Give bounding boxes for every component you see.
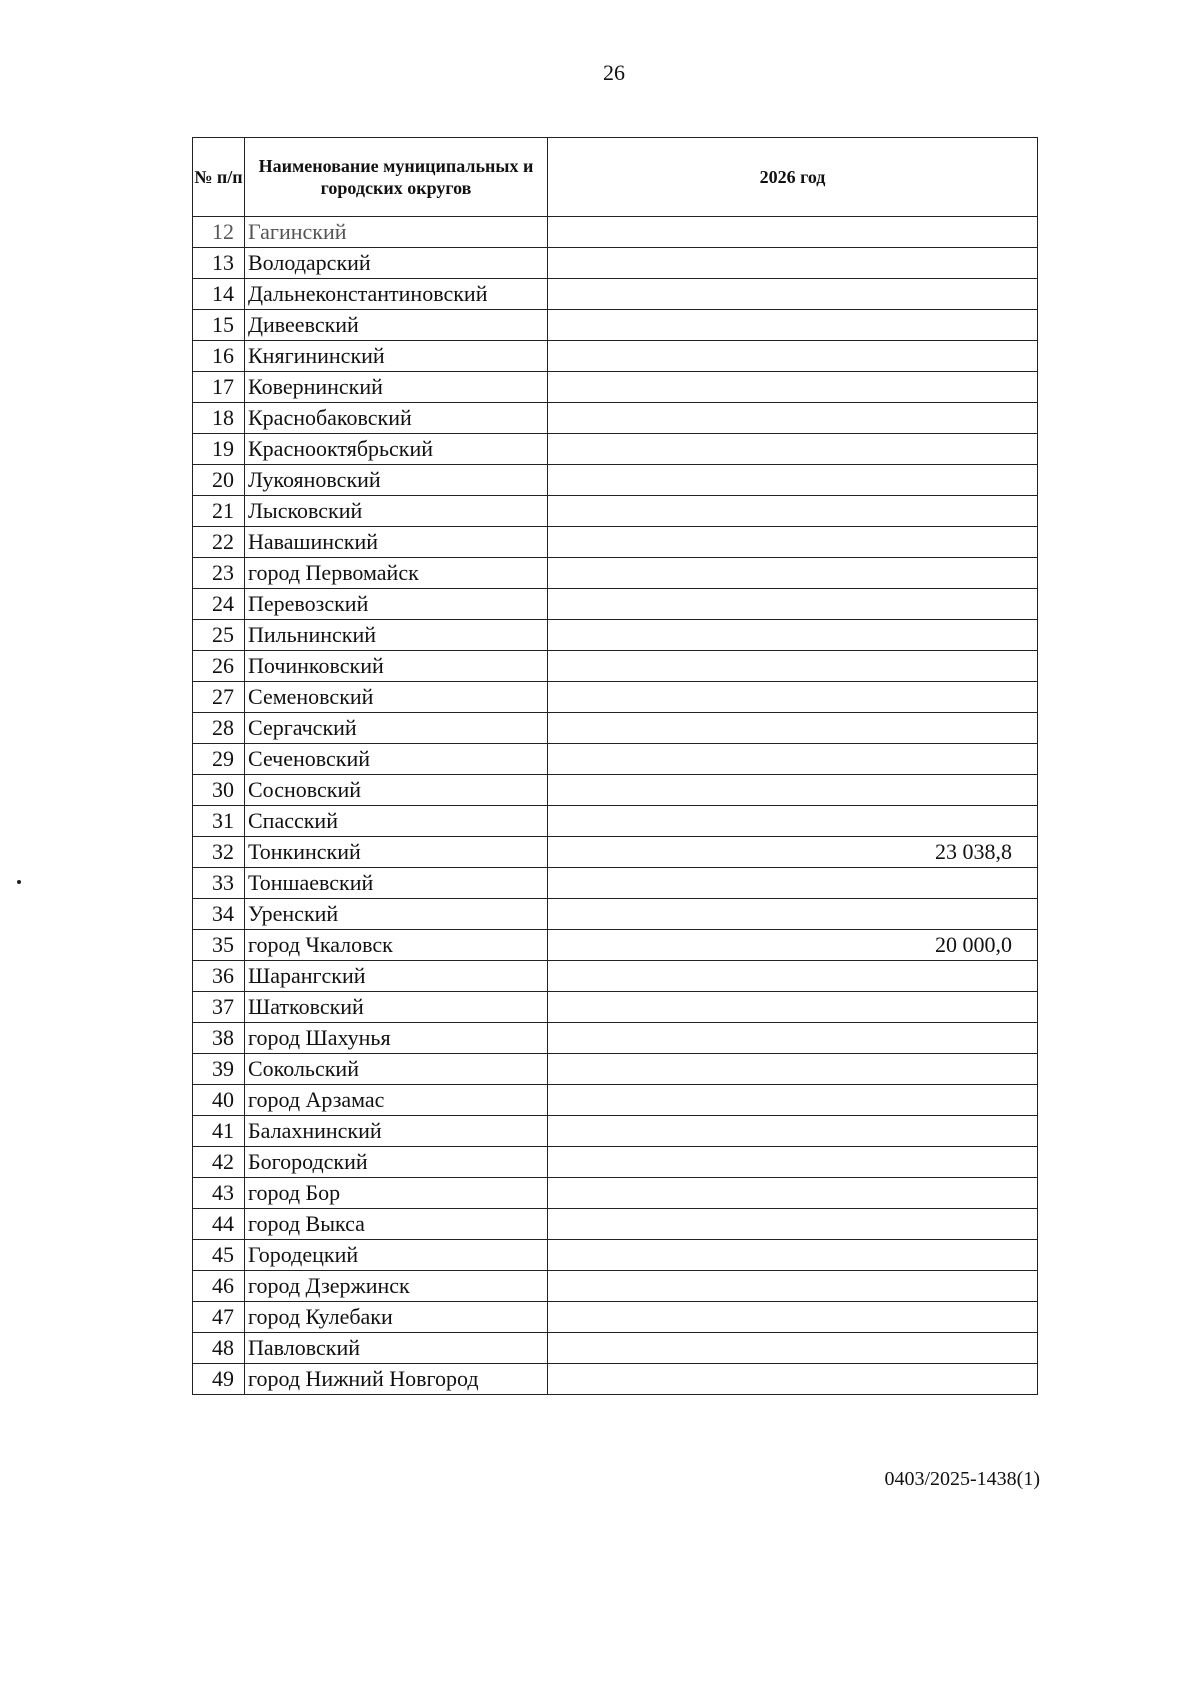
row-value (548, 992, 1038, 1023)
row-name: Уренский (245, 899, 548, 930)
row-value (548, 589, 1038, 620)
row-number: 32 (193, 837, 245, 868)
row-number: 38 (193, 1023, 245, 1054)
row-number: 19 (193, 434, 245, 465)
row-number: 35 (193, 930, 245, 961)
row-name: Лукояновский (245, 465, 548, 496)
row-name: Пильнинский (245, 620, 548, 651)
row-number: 28 (193, 713, 245, 744)
row-number: 26 (193, 651, 245, 682)
table-row (193, 744, 1038, 775)
row-value (548, 1364, 1038, 1395)
row-value: 23 038,8 (548, 837, 1038, 868)
table-row (193, 930, 1038, 961)
row-name: Сергачский (245, 713, 548, 744)
header-num: № п/п (193, 138, 245, 217)
row-name: Перевозский (245, 589, 548, 620)
row-value (548, 1209, 1038, 1240)
row-value (548, 620, 1038, 651)
row-name: Павловский (245, 1333, 548, 1364)
table-row (193, 1023, 1038, 1054)
table-row (193, 1178, 1038, 1209)
row-name: Сеченовский (245, 744, 548, 775)
row-name: Гагинский (245, 217, 548, 248)
row-value (548, 868, 1038, 899)
row-name: город Шахунья (245, 1023, 548, 1054)
row-name: Краснобаковский (245, 403, 548, 434)
table-row (193, 837, 1038, 868)
table-row (193, 1333, 1038, 1364)
table-row (193, 682, 1038, 713)
table-row (193, 1271, 1038, 1302)
row-number: 24 (193, 589, 245, 620)
page-number: 26 (603, 60, 625, 85)
row-number: 14 (193, 279, 245, 310)
row-number: 34 (193, 899, 245, 930)
table-row (193, 1364, 1038, 1395)
row-value (548, 527, 1038, 558)
row-number: 37 (193, 992, 245, 1023)
row-number: 43 (193, 1178, 245, 1209)
row-name: город Выкса (245, 1209, 548, 1240)
row-name: Богородский (245, 1147, 548, 1178)
row-name: город Арзамас (245, 1085, 548, 1116)
table-row (193, 372, 1038, 403)
row-number: 40 (193, 1085, 245, 1116)
row-value (548, 558, 1038, 589)
table-row (193, 279, 1038, 310)
table-row (193, 341, 1038, 372)
row-value: 20 000,0 (548, 930, 1038, 961)
row-value (548, 1054, 1038, 1085)
row-value (548, 1116, 1038, 1147)
row-value (548, 279, 1038, 310)
row-name: город Нижний Новгород (245, 1364, 548, 1395)
row-number: 27 (193, 682, 245, 713)
row-value (548, 1240, 1038, 1271)
row-name: Тоншаевский (245, 868, 548, 899)
row-name: Шатковский (245, 992, 548, 1023)
row-number: 13 (193, 248, 245, 279)
row-value (548, 961, 1038, 992)
header-year: 2026 год (548, 138, 1038, 217)
row-number: 44 (193, 1209, 245, 1240)
table-row (193, 1116, 1038, 1147)
table-row (193, 713, 1038, 744)
row-name: город Чкаловск (245, 930, 548, 961)
table-header-row (193, 138, 1038, 217)
row-name: Городецкий (245, 1240, 548, 1271)
header-name: Наименование муниципальных и городских округов (245, 138, 548, 217)
document-code: 0403/2025-1438(1) (884, 1468, 1040, 1490)
row-name: Семеновский (245, 682, 548, 713)
table-row (193, 961, 1038, 992)
row-number: 17 (193, 372, 245, 403)
row-name: Володарский (245, 248, 548, 279)
row-number: 22 (193, 527, 245, 558)
row-number: 41 (193, 1116, 245, 1147)
row-number: 33 (193, 868, 245, 899)
table-row (193, 496, 1038, 527)
table-row (193, 651, 1038, 682)
table-row (193, 465, 1038, 496)
table-row (193, 992, 1038, 1023)
row-number: 25 (193, 620, 245, 651)
table-row (193, 589, 1038, 620)
row-name: Княгининский (245, 341, 548, 372)
row-number: 15 (193, 310, 245, 341)
row-value (548, 310, 1038, 341)
table-row (193, 310, 1038, 341)
row-value (548, 744, 1038, 775)
row-value (548, 1147, 1038, 1178)
row-number: 23 (193, 558, 245, 589)
budget-table (192, 137, 1038, 1395)
table-row (193, 248, 1038, 279)
row-number: 31 (193, 806, 245, 837)
row-number: 46 (193, 1271, 245, 1302)
row-value (548, 217, 1038, 248)
table-row (193, 217, 1038, 248)
row-value (548, 248, 1038, 279)
table-row (193, 806, 1038, 837)
row-name: Починковский (245, 651, 548, 682)
row-number: 49 (193, 1364, 245, 1395)
table-row (193, 1147, 1038, 1178)
row-number: 16 (193, 341, 245, 372)
table-row (193, 1054, 1038, 1085)
row-value (548, 713, 1038, 744)
table-row (193, 558, 1038, 589)
row-name: Шарангский (245, 961, 548, 992)
table-row (193, 1302, 1038, 1333)
row-value (548, 899, 1038, 930)
row-value (548, 1085, 1038, 1116)
row-number: 18 (193, 403, 245, 434)
row-number: 12 (193, 217, 245, 248)
row-value (548, 465, 1038, 496)
table-row (193, 403, 1038, 434)
row-number: 39 (193, 1054, 245, 1085)
row-name: Спасский (245, 806, 548, 837)
row-number: 42 (193, 1147, 245, 1178)
row-name: Навашинский (245, 527, 548, 558)
row-name: Балахнинский (245, 1116, 548, 1147)
table-row (193, 1085, 1038, 1116)
row-name: город Первомайск (245, 558, 548, 589)
row-name: Сосновский (245, 775, 548, 806)
row-name: Ковернинский (245, 372, 548, 403)
row-value (548, 341, 1038, 372)
row-number: 20 (193, 465, 245, 496)
row-name: Лысковский (245, 496, 548, 527)
row-name: город Бор (245, 1178, 548, 1209)
row-number: 45 (193, 1240, 245, 1271)
row-value (548, 682, 1038, 713)
row-value (548, 775, 1038, 806)
table-row (193, 868, 1038, 899)
table-body (193, 217, 1038, 1395)
table-row (193, 620, 1038, 651)
row-number: 29 (193, 744, 245, 775)
row-number: 48 (193, 1333, 245, 1364)
row-name: Краснооктябрьский (245, 434, 548, 465)
row-value (548, 434, 1038, 465)
row-name: Тонкинский (245, 837, 548, 868)
row-value (548, 1271, 1038, 1302)
row-number: 30 (193, 775, 245, 806)
row-value (548, 1302, 1038, 1333)
scan-dot (17, 880, 21, 884)
row-name: Дивеевский (245, 310, 548, 341)
table-row (193, 775, 1038, 806)
row-value (548, 403, 1038, 434)
row-value (548, 1178, 1038, 1209)
row-name: Дальнеконстантиновский (245, 279, 548, 310)
row-number: 36 (193, 961, 245, 992)
row-value (548, 651, 1038, 682)
row-value (548, 372, 1038, 403)
row-name: город Дзержинск (245, 1271, 548, 1302)
row-value (548, 1333, 1038, 1364)
table-row (193, 1209, 1038, 1240)
table-row (193, 527, 1038, 558)
table-row (193, 899, 1038, 930)
row-number: 47 (193, 1302, 245, 1333)
row-value (548, 806, 1038, 837)
row-name: Сокольский (245, 1054, 548, 1085)
row-value (548, 496, 1038, 527)
table-row (193, 434, 1038, 465)
table-row (193, 1240, 1038, 1271)
row-number: 21 (193, 496, 245, 527)
row-value (548, 1023, 1038, 1054)
row-name: город Кулебаки (245, 1302, 548, 1333)
